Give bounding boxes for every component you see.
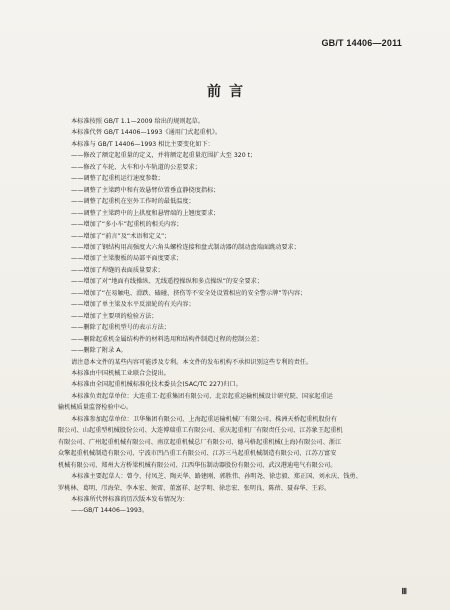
text-line: 限公司、山起重型机械股份公司、大连博瑞重工有限公司、重庆起重机厂有限责任公司、江苏象王起重机 <box>58 427 343 435</box>
text-line: ——增加了钢结构用高强度大六角头螺栓连接和盘式制动器的制动盘端面跳动要求； <box>71 243 300 251</box>
text-line: ——增加了对“地面有线操纵、无线遥控操纵和多点操纵”的安全要求； <box>71 278 264 286</box>
text-line: 请注意本文件的某些内容可能涉及专利。本文件的发布机构不承担识别这些专利的责任。 <box>71 358 313 366</box>
text-line: ——调整了主梁跨中的上拱度和悬臂端的上翘度要求； <box>71 209 220 217</box>
page-number: Ⅲ <box>401 587 407 596</box>
text-line: ——增加了主梁腹板的局部平面度要求； <box>71 255 183 263</box>
text-line: 本标准由中国机械工业联合会提出。 <box>71 369 170 377</box>
text-line: ——增加了“前言”及“术语和定义”； <box>71 232 171 240</box>
text-line: 机械有限公司、郑州大方桥梁机械有限公司、江西华伍制动器股份有限公司、武汉港迪电气有限公司。 <box>58 461 337 469</box>
text-line: 本标准参加起草单位：卫华集团有限公司、上海起重运输机械厂有限公司、株洲天桥起重机股份有 <box>71 415 338 423</box>
text-line: ——增加了焊缝的表面质量要求； <box>71 266 164 274</box>
foreword-content <box>58 116 398 517</box>
standard-code: GB/T 14406—2011 <box>321 38 402 48</box>
text-line: ——修改了额定起重量的定义，并将额定起重量范围扩大至 320 t； <box>71 152 257 160</box>
text-line: 本标准负责起草单位：大连重工·起重集团有限公司、北京起重运输机械设计研究院、国家起重运 <box>71 392 333 400</box>
text-line: 本标准与 GB/T 14406—1993 相比主要变化如下： <box>71 140 214 148</box>
text-line: ——删除起重机金属结构件的材料选用和结构件制造过程的控制公差； <box>71 335 263 343</box>
text-line: ——GB/T 14406—1993。 <box>71 507 149 515</box>
text-line: 本标准代替 GB/T 14406—1993《通用门式起重机》。 <box>71 129 222 137</box>
text-line: ——调整了起重机运行速度参数； <box>71 175 164 183</box>
text-line: ——修改了车轮、大车和小车轨道的公差要求； <box>71 163 201 171</box>
text-line: ——增加了单主梁及水平反滚轮的有关内容； <box>71 301 195 309</box>
text-line: 罗桃林、葛明、邝海荣、李本宏、须雷、董富祥、赵学明、徐忠宏、张明良、陈蓓、聂春华、王彩。 <box>58 484 331 492</box>
text-line: 众擎起重机械制造有限公司、宁波市凹凸重工有限公司、江苏三马起重机械制造有限公司、江苏万富安 <box>58 450 337 458</box>
text-line: ——增加了主要项的检验方法； <box>71 312 158 320</box>
text-line: ——删除了起重机型号的表示方法； <box>71 324 170 332</box>
text-line: 本标准由全国起重机械标准化技术委员会(SAC/TC 227)归口。 <box>71 381 242 389</box>
text-line: 本标准按照 GB/T 1.1—2009 给出的规则起草。 <box>71 118 205 125</box>
text-line: ——增加了“多小车”起重机的相关内容； <box>71 221 183 229</box>
text-line: 本标准所代替标准的历次版本发布情况为： <box>71 495 189 503</box>
text-line: ——调整了主梁跨中和有效悬臂位置垂直静挠度指标； <box>71 186 220 194</box>
text-line: 有限公司、广州起重机械有限公司、南京起重机械总厂有限公司、德马格起重机械(上海)有限公司、浙江 <box>58 438 342 446</box>
text-line: 本标准主要起草人：曾令、付凤芝、陶天华、路建刚、郭胜伟、孙明尧、徐忠毅、郑正国、刘永庆、钱勇、 <box>71 473 362 481</box>
text-line: ——删除了附录 A。 <box>71 347 127 355</box>
text-line: ——调整了起重机在室外工作时的最低温度； <box>71 198 195 206</box>
text-line: ——增加了“在易触电、滑跌、磕碰、挤伤等不安全处设置相应的安全警示牌”等内容； <box>71 289 307 297</box>
page-title: 前言 <box>207 84 251 100</box>
text-line: 输机械质量监督检验中心。 <box>58 404 133 412</box>
